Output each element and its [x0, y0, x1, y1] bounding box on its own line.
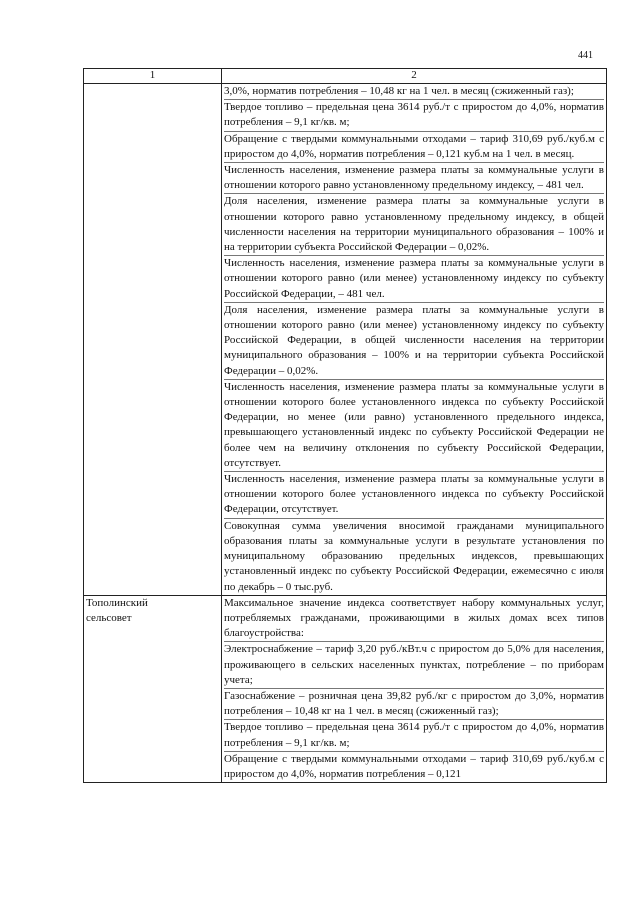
paragraph: Максимальное значение индекса соответствует набору коммунальных услуг, потребляемых гражданами, проживающими в жилых домах всех типов благоустройства: — [224, 596, 604, 640]
paragraph: 3,0%, норматив потребления – 10,48 кг на 1 чел. в месяц (сжиженный газ); — [224, 85, 574, 97]
paragraph: Численность населения, изменение размера платы за коммунальные услуги в отношении которого равно установленному предельному индексу, – 481 чел. — [224, 162, 604, 193]
column-header-2: 2 — [222, 69, 607, 84]
paragraph: Численность населения, изменение размера платы за коммунальные услуги в отношении которого более установленного индекса по субъекту Российской Федерации, но менее (или равно) установленного предельного индекса, превышающего установленный индекс по субъекту Российской Федерации не более чем на величину отклонения по субъекту Российской Федерации, отсутствует. — [224, 379, 604, 471]
table-row — [84, 84, 607, 596]
table-header-row — [84, 69, 607, 84]
paragraph: Доля населения, изменение размера платы за коммунальные услуги в отношении которого равно (или менее) установленному индексу по субъекту Российской Федерации, в общей численности населения на территории муниципального образования – 100% и на территории субъекта Российской Федерации – 0,02%. — [224, 302, 604, 379]
paragraph: Численность населения, изменение размера платы за коммунальные услуги в отношении которого равно (или менее) установленному индексу по субъекту Российской Федерации, – 481 чел. — [224, 255, 604, 302]
region-name: Тополинский сельсовет — [86, 596, 148, 624]
paragraph: Электроснабжение – тариф 3,20 руб./кВт.ч с приростом до 5,0% для населения, проживающего в сельских населенных пунктах, потребление – по приборам учета; — [224, 641, 604, 688]
paragraph: Твердое топливо – предельная цена 3614 руб./т с приростом до 4,0%, норматив потребления – 9,1 кг/кв. м; — [224, 719, 604, 750]
description-cell — [222, 595, 607, 782]
paragraph: Твердое топливо – предельная цена 3614 руб./т с приростом до 4,0%, норматив потребления – 9,1 кг/кв. м; — [224, 99, 604, 130]
paragraph: Обращение с твердыми коммунальными отходами – тариф 310,69 руб./куб.м с приростом до 4,0%, норматив потребления – 0,121 — [224, 751, 604, 782]
description-cell — [222, 84, 607, 596]
region-cell — [84, 595, 222, 782]
paragraph: Газоснабжение – розничная цена 39,82 руб./кг с приростом до 3,0%, норматив потребления – 10,48 кг на 1 чел. в месяц (сжиженный газ); — [224, 688, 604, 719]
region-cell — [84, 84, 222, 596]
document-table — [83, 68, 607, 783]
column-header-1: 1 — [84, 69, 222, 84]
page-number: 441 — [578, 50, 593, 61]
paragraph: Обращение с твердыми коммунальными отходами – тариф 310,69 руб./куб.м с приростом до 4,0%, норматив потребления – 0,121 куб.м на 1 чел. в месяц. — [224, 131, 604, 162]
paragraph: Доля населения, изменение размера платы за коммунальные услуги в отношении которого равно установленному предельному индексу, в общей численности населения на территории муниципального образования – 100% и на территории субъекта Российской Федерации – 0,02%. — [224, 193, 604, 255]
paragraph: Численность населения, изменение размера платы за коммунальные услуги в отношении которого более установленного индекса по субъекту Российской Федерации, отсутствует. — [224, 471, 604, 518]
table-row — [84, 595, 607, 782]
paragraph: Совокупная сумма увеличения вносимой гражданами муниципального образования платы за коммунальные услуги в результате установления по муниципальному образованию предельных индексов, превышающих установленный индекс по субъекту Российской Федерации, ежемесячно с июля по декабрь – 0 тыс.руб. — [224, 518, 604, 595]
